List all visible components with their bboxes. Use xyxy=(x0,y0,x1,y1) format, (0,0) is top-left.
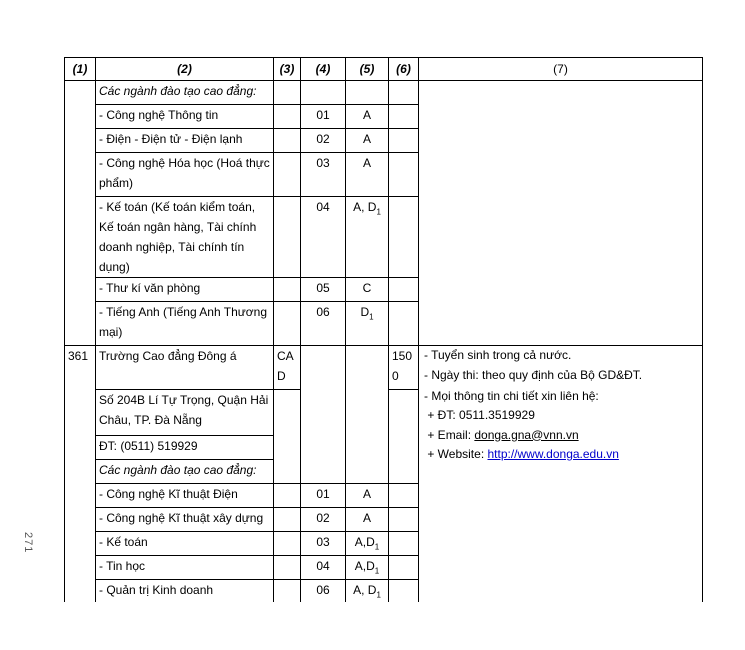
major-code: 02 xyxy=(301,508,346,532)
table-row xyxy=(65,302,703,346)
major-name: - Quản trị Kinh doanh xyxy=(96,580,274,602)
school-id: 361 xyxy=(65,346,96,390)
section-title: Các ngành đào tạo cao đẳng: xyxy=(96,460,274,484)
table-row xyxy=(65,484,703,508)
major-name: - Kế toán xyxy=(96,532,274,556)
major-name: - Kế toán (Kế toán kiểm toán, Kế toán ngân hàng, Tài chính doanh nghiệp, Tài chính tín dụng) xyxy=(96,197,274,278)
header-row xyxy=(65,58,703,81)
exam-group: A xyxy=(346,508,389,532)
major-code: 04 xyxy=(301,197,346,278)
major-code: 05 xyxy=(301,278,346,302)
school-code: CAD xyxy=(274,346,301,390)
header-col-5: (5) xyxy=(346,58,389,81)
major-code: 01 xyxy=(301,484,346,508)
major-name: - Công nghệ Kĩ thuật xây dựng xyxy=(96,508,274,532)
exam-group: $A,D_1$ xyxy=(346,532,389,556)
table-row xyxy=(65,278,703,302)
header-col-3: (3) xyxy=(274,58,301,81)
major-name: - Công nghệ Kĩ thuật Điện xyxy=(96,484,274,508)
exam-group: A, $D_1$ xyxy=(346,197,389,278)
school-notes: - Tuyển sinh trong cả nước. - Ngày thi: theo quy định của Bộ GD&ĐT. xyxy=(419,346,703,390)
exam-group: A xyxy=(346,129,389,153)
school-quota: 1500 xyxy=(389,346,419,390)
header-col-6: (6) xyxy=(389,58,419,81)
admissions-table xyxy=(64,57,703,602)
exam-group: C xyxy=(346,278,389,302)
exam-group: A xyxy=(346,484,389,508)
major-name: - Tin học xyxy=(96,556,274,580)
table-row: Số 204B Lí Tự Trọng, Quận Hải Châu, TP. Đà Nẵng - Mọi thông tin chi tiết xin liên hệ: + ĐT: 0511.3519929 + Email: donga.gna@vnn.vn + Website: http://www.donga.edu.vn xyxy=(65,390,703,436)
exam-group: A xyxy=(346,105,389,129)
table-row xyxy=(65,129,703,153)
header-col-7: (7) xyxy=(419,58,703,81)
page-number: 271 xyxy=(22,532,34,554)
table-row xyxy=(65,508,703,532)
table-row xyxy=(65,580,703,602)
table-row xyxy=(65,346,703,390)
header-col-4: (4) xyxy=(301,58,346,81)
table-row xyxy=(65,532,703,556)
website-link[interactable]: http://www.donga.edu.vn xyxy=(487,447,619,461)
email-link[interactable]: donga.gna@vnn.vn xyxy=(474,427,579,442)
school-address: Số 204B Lí Tự Trọng, Quận Hải Châu, TP. Đà Nẵng xyxy=(96,390,274,436)
major-code: 03 xyxy=(301,153,346,197)
header-col-1: (1) xyxy=(65,58,96,81)
major-code: 02 xyxy=(301,129,346,153)
major-name: - Công nghệ Hóa học (Hoá thực phẩm) xyxy=(96,153,274,197)
major-name: - Công nghệ Thông tin xyxy=(96,105,274,129)
major-code: 06 xyxy=(301,302,346,346)
exam-group: A xyxy=(346,153,389,197)
major-code: 06 xyxy=(301,580,346,602)
major-name: - Tiếng Anh (Tiếng Anh Thương mại) xyxy=(96,302,274,346)
table-row xyxy=(65,105,703,129)
table-row xyxy=(65,197,703,278)
table-row xyxy=(65,81,703,105)
table-row xyxy=(65,153,703,197)
school-phone: ĐT: (0511) 519929 xyxy=(96,436,274,460)
school-name: Trường Cao đẳng Đông á xyxy=(96,346,274,390)
major-name: - Điện - Điện tử - Điện lạnh xyxy=(96,129,274,153)
exam-group: $D_1$ xyxy=(346,302,389,346)
section-title: Các ngành đào tạo cao đẳng: xyxy=(96,81,274,105)
major-code: 03 xyxy=(301,532,346,556)
major-name: - Thư kí văn phòng xyxy=(96,278,274,302)
major-code: 04 xyxy=(301,556,346,580)
header-col-2: (2) xyxy=(96,58,274,81)
exam-group: A, $D_1$ xyxy=(346,580,389,602)
table-row xyxy=(65,556,703,580)
exam-group: $A,D_1$ xyxy=(346,556,389,580)
major-code: 01 xyxy=(301,105,346,129)
